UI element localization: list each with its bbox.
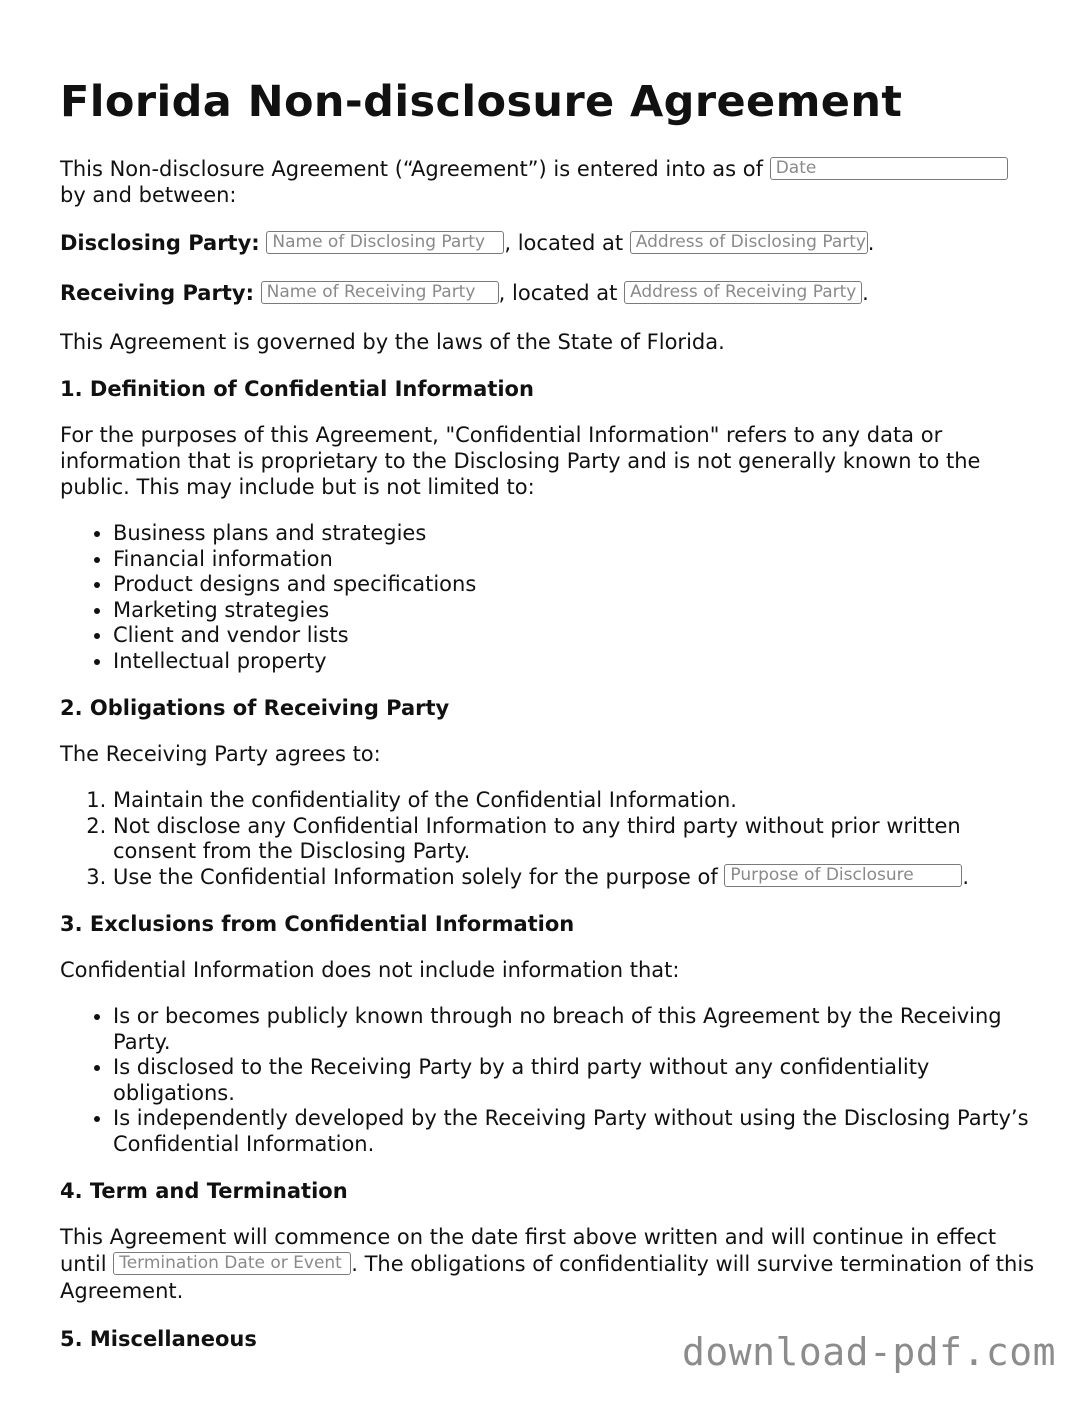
section-1-text: For the purposes of this Agreement, "Confidential Information" refers to any data or information that is proprietary to the Disclosing Party and is not generally known to the public. This may include but is not limited to: bbox=[60, 423, 981, 499]
watermark: download-pdf.com bbox=[681, 1330, 1056, 1374]
intro-paragraph bbox=[60, 156, 1035, 208]
document-page bbox=[60, 76, 1035, 1372]
receiving-end: . bbox=[862, 281, 869, 305]
section-2-text: The Receiving Party agrees to: bbox=[60, 742, 381, 766]
receiving-located-at: , located at bbox=[498, 281, 618, 305]
section-3-heading: 3. Exclusions from Confidential Information bbox=[60, 912, 575, 936]
section-1-list bbox=[60, 521, 1035, 674]
section-4-heading: 4. Term and Termination bbox=[60, 1179, 348, 1203]
section-3-list bbox=[60, 1004, 1035, 1157]
list-item: • Financial information bbox=[113, 547, 1035, 573]
section-3-text: Confidential Information does not include information that: bbox=[60, 958, 680, 982]
disclosing-party-line bbox=[60, 229, 1035, 257]
list-item: • Intellectual property bbox=[113, 649, 1035, 675]
governing-law: This Agreement is governed by the laws of the State of Florida. bbox=[60, 330, 725, 354]
section-2-heading: 2. Obligations of Receiving Party bbox=[60, 696, 450, 720]
list-item: • Is or becomes publicly known through no breach of this Agreement by the Receiving Party. bbox=[113, 1004, 1035, 1055]
receiving-party-label: Receiving Party: bbox=[60, 281, 254, 305]
disclosing-party-name-field[interactable]: Name of Disclosing Party bbox=[266, 231, 504, 254]
disclosing-located-at: , located at bbox=[504, 231, 624, 255]
list-item: • Client and vendor lists bbox=[113, 623, 1035, 649]
term-text-after: . The obligations of confidentiality will survive termination of this Agreement. bbox=[60, 1252, 1035, 1303]
purpose-field[interactable]: Purpose of Disclosure bbox=[724, 864, 962, 887]
list-item: • Product designs and specifications bbox=[113, 572, 1035, 598]
receiving-party-address-field[interactable]: Address of Receiving Party bbox=[624, 281, 862, 304]
list-item: • Marketing strategies bbox=[113, 598, 1035, 624]
document-title: Florida Non-disclosure Agreement bbox=[60, 77, 903, 127]
termination-field[interactable]: Termination Date or Event bbox=[113, 1252, 351, 1275]
term-text-before: This Agreement will commence on the date first above written and will continue in effect until bbox=[60, 1225, 997, 1276]
receiving-party-name-field[interactable]: Name of Receiving Party bbox=[261, 281, 499, 304]
purpose-text: Use the Confidential Information solely for the purpose of bbox=[113, 864, 718, 889]
section-1-heading: 1. Definition of Confidential Information bbox=[60, 377, 534, 401]
list-item: 1. Maintain the confidentiality of the Confidential Information. bbox=[113, 788, 1035, 814]
purpose-end: . bbox=[962, 864, 970, 889]
intro-text-after: by and between: bbox=[60, 183, 237, 207]
list-item: • Is disclosed to the Receiving Party by a third party without any confidentiality obligations. bbox=[113, 1055, 1035, 1106]
disclosing-end: . bbox=[867, 231, 875, 255]
receiving-party-line bbox=[60, 279, 1035, 307]
section-4-text bbox=[60, 1224, 1035, 1305]
list-item: • Is independently developed by the Receiving Party without using the Disclosing Party’s Confidential Information. bbox=[113, 1106, 1035, 1157]
disclosing-party-label: Disclosing Party: bbox=[60, 231, 260, 255]
section-2-list bbox=[60, 788, 1035, 890]
date-field[interactable]: Date bbox=[770, 157, 1008, 180]
section-5-heading: 5. Miscellaneous bbox=[60, 1327, 257, 1351]
disclosing-party-address-field[interactable]: Address of Disclosing Party bbox=[630, 231, 868, 254]
intro-text: This Non-disclosure Agreement (“Agreement”) is entered into as of bbox=[60, 157, 763, 181]
list-item: 2. Not disclose any Confidential Information to any third party without prior written consent from the Disclosing Party. bbox=[113, 814, 1035, 865]
list-item bbox=[113, 865, 1035, 891]
list-item: • Business plans and strategies bbox=[113, 521, 1035, 547]
